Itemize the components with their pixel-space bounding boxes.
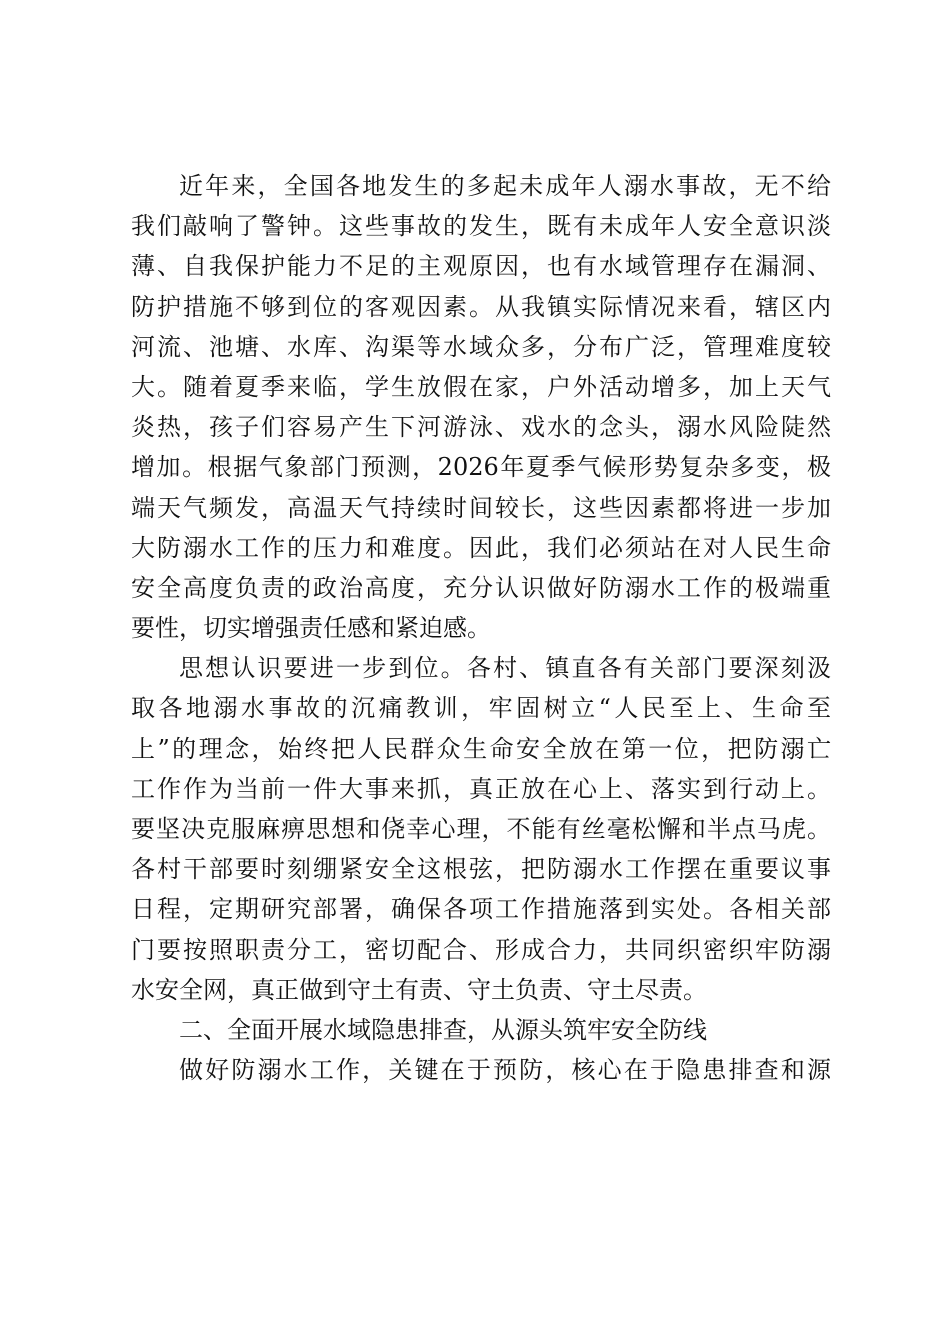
paragraph-1-line-6: 大。随着夏季来临，学生放假在家，户外活动增多，加上天气	[131, 372, 831, 401]
paragraph-1-line-8: 增加。根据气象部门预测，2026年夏季气候形势复杂多变，极	[131, 453, 831, 482]
paragraph-1-line-2: 我们敲响了警钟。这些事故的发生，既有未成年人安全意识淡	[131, 212, 831, 241]
paragraph-2-line-8: 门要按照职责分工，密切配合、形成合力，共同织密织牢防溺	[131, 935, 831, 964]
paragraph-1-line-10: 大防溺水工作的压力和难度。因此，我们必须站在对人民生命	[131, 533, 831, 562]
paragraph-2-line-4: 工作作为当前一件大事来抓，真正放在心上、落实到行动上。	[131, 774, 831, 803]
paragraph-1-line-12: 要性，切实增强责任感和紧迫感。	[131, 614, 491, 643]
paragraph-1-line-5: 河流、池塘、水库、沟渠等水域众多，分布广泛，管理难度较	[131, 332, 831, 361]
paragraph-3-line-1: 做好防溺水工作，关键在于预防，核心在于隐患排查和源	[179, 1056, 831, 1085]
paragraph-2-line-1: 思想认识要进一步到位。各村、镇直各有关部门要深刻汲	[179, 654, 831, 683]
document-body	[131, 166, 831, 1090]
paragraph-2-line-5: 要坚决克服麻痹思想和侥幸心理，不能有丝毫松懈和半点马虎。	[131, 815, 831, 843]
paragraph-2-line-9: 水安全网，真正做到守土有责、守土负责、守土尽责。	[131, 975, 707, 1004]
paragraph-1-line-1: 近年来，全国各地发生的多起未成年人溺水事故，无不给	[179, 172, 831, 200]
paragraph-2-line-3: 上”的理念，始终把人民群众生命安全放在第一位，把防溺亡	[131, 734, 831, 763]
paragraph-2-line-2: 取各地溺水事故的沉痛教训，牢固树立“人民至上、生命至	[131, 694, 831, 723]
paragraph-1-line-11: 安全高度负责的政治高度，充分认识做好防溺水工作的极端重	[131, 573, 831, 602]
paragraph-1-line-7: 炎热，孩子们容易产生下河游泳、戏水的念头，溺水风险陡然	[131, 413, 831, 442]
paragraph-1-line-9: 端天气频发，高温天气持续时间较长，这些因素都将进一步加	[131, 493, 831, 522]
paragraph-2-line-6: 各村干部要时刻绷紧安全这根弦，把防溺水工作摆在重要议事	[131, 855, 831, 884]
paragraph-1-line-3: 薄、自我保护能力不足的主观原因，也有水域管理存在漏洞、	[131, 252, 831, 281]
section-heading: 二、全面开展水域隐患排查，从源头筑牢安全防线	[179, 1015, 707, 1044]
paragraph-1-line-4: 防护措施不够到位的客观因素。从我镇实际情况来看，辖区内	[131, 292, 831, 321]
paragraph-2-line-7: 日程，定期研究部署，确保各项工作措施落到实处。各相关部	[131, 895, 831, 924]
